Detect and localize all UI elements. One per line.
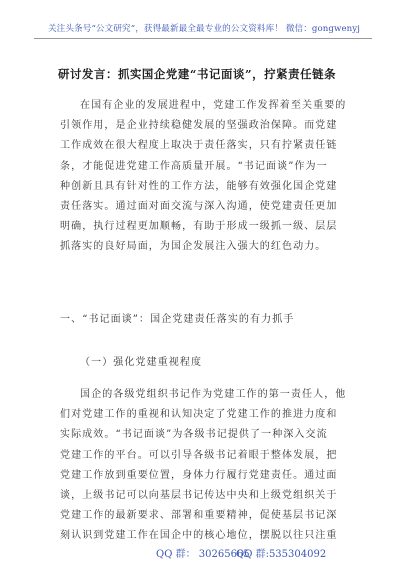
paragraph-line: 引领作用，是企业持续稳健发展的坚强政治保障。而党建 — [60, 120, 338, 132]
paragraph-line: 党建工作放到重要位置，身体力行履行党建责任。通过面 — [60, 469, 338, 481]
paragraph-line: 抓落实的良好局面，为国企发展注入强大的红色动力。 — [60, 241, 327, 253]
footer-qq-group-1: QQ 群： 30265665 — [156, 549, 250, 560]
paragraph-line: 党建工作的平台。可以引导各级书记着眼于整体发展，把 — [60, 449, 338, 461]
body-paragraph — [60, 385, 356, 547]
paragraph-line: 明确，执行过程更加顺畅，有助于形成一级抓一级、层层 — [60, 221, 338, 233]
paragraph-line: 工作成效在很大程度上取决于责任落实，只有拧紧责任链 — [60, 140, 338, 152]
paragraph-line: 们对党建工作的重视和认知决定了党建工作的推进力度和 — [60, 409, 338, 421]
paragraph-line: 责任落实。通过面对面交流与深入沟通，使党建责任更加 — [60, 200, 338, 212]
paragraph-line: 国企的各级党组织书记作为党建工作的第一责任人，他 — [80, 389, 347, 400]
paragraph-line: 在国有企业的发展进程中，党建工作发挥着至关重要的 — [80, 100, 347, 111]
header-banner: 关注头条号“公文研究”，获得最新最全最专业的公文资料库！ 微信：gongwenyj — [47, 24, 361, 34]
paragraph-line: 刻认识到党建工作在国企中的核心地位，摆脱以往只注重 — [60, 530, 338, 542]
header-divider — [34, 38, 372, 39]
paragraph-line: 谈，上级书记可以向基层书记传达中央和上级党组织关于 — [60, 489, 338, 501]
paragraph-line: 条，才能促进党建工作高质量开展。“书记面谈”作为一 — [60, 160, 328, 172]
subsection-heading: （一）强化党建重视程度 — [80, 357, 203, 368]
document-title: 研讨发言：抓实国企党建“书记面谈”，拧紧责任链条 — [58, 67, 337, 81]
paragraph-line: 党建工作的最新要求、部署和重要精神，促使基层书记深 — [60, 510, 338, 522]
footer-qq-group-2: QQ 群:535304092 — [236, 549, 327, 560]
paragraph-line: 种创新且具有针对性的工作方法，能够有效强化国企党建 — [60, 180, 338, 192]
section-heading: 一、“书记面谈”：国企党建责任落实的有力抓手 — [60, 314, 295, 325]
paragraph-line: 实际成效。“书记面谈”为各级书记提供了一种深入交流 — [60, 429, 328, 441]
intro-paragraph — [60, 96, 356, 258]
